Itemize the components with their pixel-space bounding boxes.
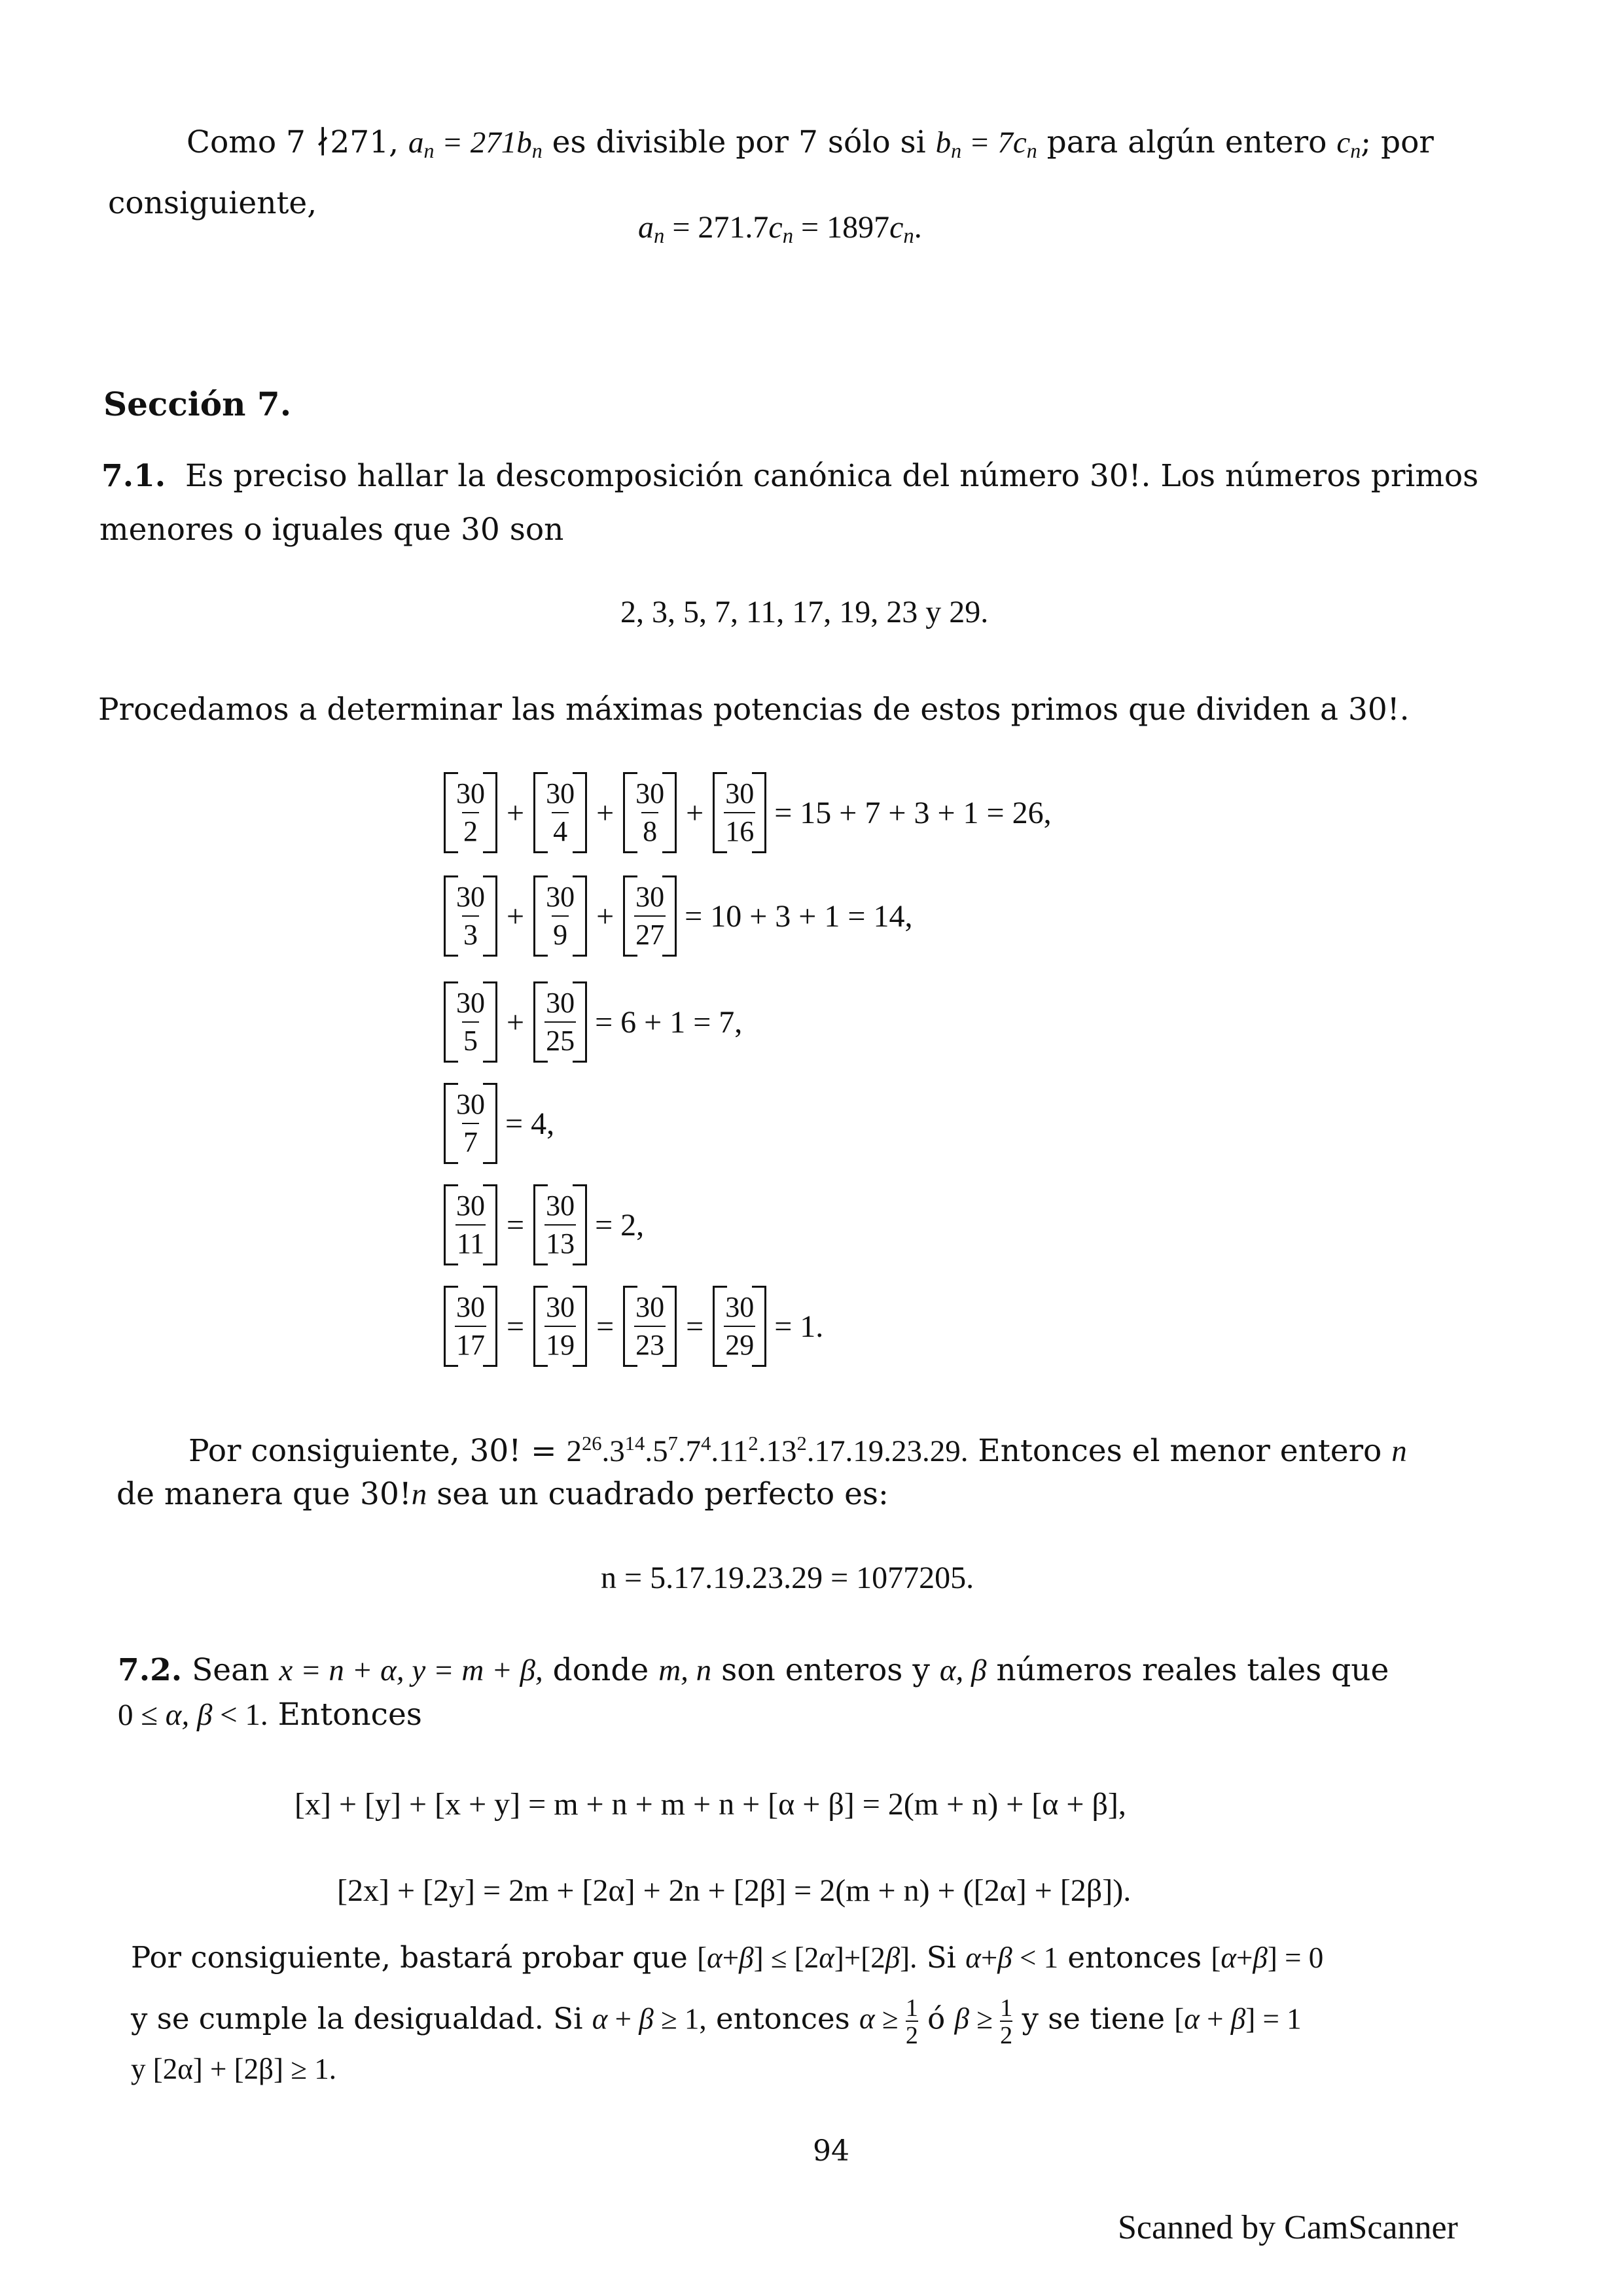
operator: + [507,898,525,934]
perfect-square-line: de manera que 30!n sea un cuadrado perfecto es: [116,1476,889,1512]
floor-fraction [533,875,587,957]
floor-row [440,1184,644,1265]
fraction-denominator: 19 [544,1326,576,1360]
fraction-denominator: 23 [634,1326,666,1360]
floor-fraction [533,1286,587,1367]
intro-line-2: consiguiente, [108,185,317,221]
p72-line-5: y [2α] + [2β] ≥ 1. [131,2053,336,2085]
p71-line-3: Procedamos a determinar las máximas potencias de estos primos que dividen a 30!. [98,692,1410,728]
floor-row-result: = 4, [505,1106,555,1141]
p72-label: 7.2. [118,1652,183,1688]
scanner-watermark: Scanned by CamScanner [1118,2209,1458,2246]
fraction-denominator: 8 [641,812,658,846]
operator: = [507,1207,525,1243]
fraction-denominator: 3 [462,915,479,949]
fraction-numerator: 30 [546,1291,575,1323]
floor-row-result: = 2, [595,1207,645,1243]
floor-fraction [444,875,497,957]
p71-line-1: 7.1. Es preciso hallar la descomposición canónica del número 30!. Los números primos [101,458,1479,494]
fraction-numerator: 30 [635,777,665,809]
fraction-numerator: 30 [456,1088,485,1120]
fraction-numerator: 30 [546,1190,575,1222]
floor-fraction [533,772,587,853]
p71-label: 7.1. [101,458,166,494]
fraction-numerator: 30 [635,881,665,913]
floor-row [440,772,1052,853]
p72-line-1: 7.2. Sean x = n + α, y = m + β, donde m, n son enteros y α, β números reales tales que [118,1652,1389,1688]
fraction-numerator: 30 [635,1291,665,1323]
operator: + [686,795,704,830]
fraction-denominator: 4 [552,812,569,846]
floor-row [440,1286,823,1367]
floor-row [440,875,912,957]
fraction-numerator: 30 [546,777,575,809]
floor-row-result: = 15 + 7 + 3 + 1 = 26, [774,795,1052,830]
fraction-denominator: 16 [724,812,755,846]
fraction-numerator: 30 [456,987,485,1019]
p72-line-2: 0 ≤ α, β < 1. Entonces [118,1697,422,1733]
floor-fraction [623,1286,677,1367]
page-number: 94 [813,2134,849,2168]
operator: = [507,1309,525,1344]
fraction-denominator: 11 [455,1224,486,1258]
operator: + [507,795,525,830]
n-result: n = 5.17.19.23.29 = 1077205. [601,1561,974,1595]
floor-row-result: = 10 + 3 + 1 = 14, [685,898,913,934]
floor-fraction [713,1286,766,1367]
fraction-numerator: 30 [456,1190,485,1222]
fraction-denominator: 2 [462,812,479,846]
operator: + [507,1004,525,1040]
fraction-numerator: 30 [456,1291,485,1323]
operator: + [596,795,615,830]
fraction-denominator: 7 [462,1123,479,1157]
primes-list: 2, 3, 5, 7, 11, 17, 19, 23 y 29. [620,595,989,629]
operator: + [596,898,615,934]
floor-fraction [713,772,766,853]
intro-display-equation: $a_n = 271.7c_n = 1897c_n$. [638,210,922,249]
fraction-numerator: 30 [456,881,485,913]
fraction-denominator: 13 [544,1224,576,1258]
floor-row [440,981,742,1063]
operator: = [596,1309,615,1344]
floor-fraction [444,981,497,1063]
fraction-denominator: 25 [544,1021,576,1055]
fraction-denominator: 5 [462,1021,479,1055]
intro-line-1: Como 7 ∤271, $a_n = 271b_n$ es divisible por 7 sólo si $b_n = 7c_n$ para algún entero $c_n$; por [187,124,1434,162]
floor-fraction [623,772,677,853]
floor-fraction [444,772,497,853]
fraction-denominator: 27 [634,915,666,949]
floor-fraction [444,1286,497,1367]
floor-row-result: = 6 + 1 = 7, [595,1004,743,1040]
fraction-numerator: 30 [725,1291,755,1323]
p72-line-4: y se cumple la desigualdad. Si α + β ≥ 1, entonces α ≥ $\frac{1}{2}$ ó β ≥ $\frac{1}{2}$ y se tiene [α + β] = 1 [131,1994,1302,2049]
p71-line-2: menores o iguales que 30 son [99,512,564,548]
section-heading: Sección 7. [103,385,292,423]
floor-fraction [444,1083,497,1164]
floor-fraction [533,981,587,1063]
floor-fraction [533,1184,587,1265]
p72-equation-1: [x] + [y] + [x + y] = m + n + m + n + [α + β] = 2(m + n) + [α + β], [294,1787,1126,1822]
p72-equation-2: [2x] + [2y] = 2m + [2α] + 2n + [2β] = 2(m + n) + ([2α] + [2β]). [337,1873,1132,1908]
floor-fraction [623,875,677,957]
floor-fraction [444,1184,497,1265]
fraction-numerator: 30 [456,777,485,809]
fraction-numerator: 30 [546,987,575,1019]
fraction-numerator: 30 [725,777,755,809]
floor-row [440,1083,554,1164]
floor-row-result: = 1. [774,1309,824,1344]
fraction-denominator: 29 [724,1326,755,1360]
fraction-denominator: 17 [455,1326,486,1360]
p72-line-3: Por consiguiente, bastará probar que [α+β] ≤ [2α]+[2β]. Si α+β < 1 entonces [α+β] = 0 [131,1940,1324,1975]
fraction-denominator: 9 [552,915,569,949]
fraction-numerator: 30 [546,881,575,913]
factorization-line: Por consiguiente, 30! = $2^{26}.3^{14}.5^7.7^4.11^2.13^2.17.19.23.29$. Entonces el menor entero n [188,1432,1407,1469]
operator: = [686,1309,704,1344]
